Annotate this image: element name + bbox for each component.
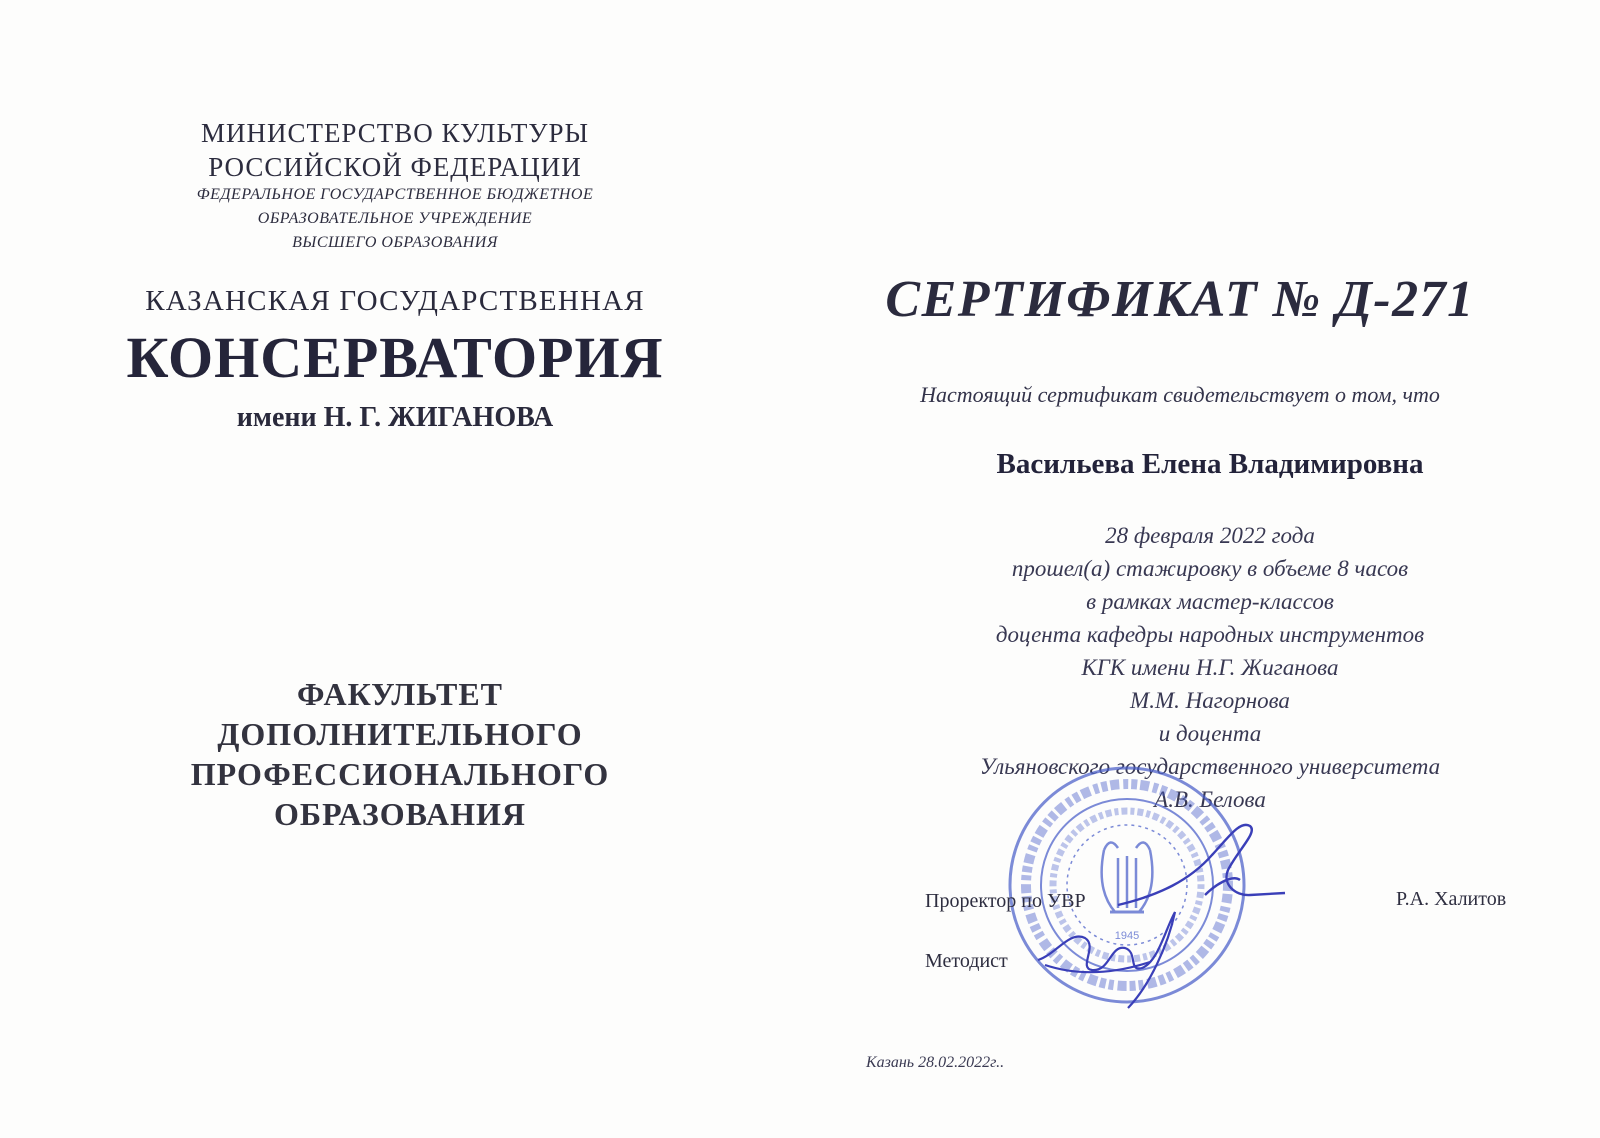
faculty-line-1: ФАКУЛЬТЕТ	[296, 676, 504, 712]
institution-line-3: имени Н. Г. ЖИГАНОВА	[236, 402, 554, 433]
body-line-kgk: КГК имени Н.Г. Жиганова	[1081, 655, 1339, 680]
city-date: Казань 28.02.2022г..	[866, 1054, 1005, 1071]
faculty-line-2: ДОПОЛНИТЕЛЬНОГО	[217, 716, 583, 752]
body-line-masterclass: в рамках мастер-классов	[1086, 589, 1334, 614]
faculty-line-4: ОБРАЗОВАНИЯ	[274, 796, 526, 832]
body-line-belov: А.В. Белова	[1154, 787, 1266, 812]
federal-line-2: ОБРАЗОВАТЕЛЬНОЕ УЧРЕЖДЕНИЕ	[257, 210, 533, 227]
ministry-line-1: МИНИСТЕРСТВО КУЛЬТУРЫ	[200, 118, 590, 148]
stamp-year: 1945	[1114, 930, 1140, 942]
methodist-label: Методист	[925, 950, 1008, 972]
certificate-title: СЕРТИФИКАТ № Д-271	[885, 271, 1475, 328]
prorector-name: Р.А. Халитов	[1396, 888, 1507, 910]
body-line-date: 28 февраля 2022 года	[1105, 523, 1315, 548]
faculty-line-3: ПРОФЕССИОНАЛЬНОГО	[190, 756, 610, 792]
recipient-name: Васильева Елена Владимировна	[996, 448, 1424, 480]
body-line-internship: прошел(а) стажировку в объеме 8 часов	[1011, 556, 1409, 581]
body-line-university: Ульяновского государственного университета	[979, 754, 1441, 779]
prorector-label: Проректор по УВР	[925, 890, 1086, 912]
body-line-and-docent: и доцента	[1158, 721, 1262, 746]
institution-line-1: КАЗАНСКАЯ ГОСУДАРСТВЕННАЯ	[145, 285, 645, 317]
body-line-docent: доцента кафедры народных инструментов	[995, 622, 1425, 647]
institution-name: КОНСЕРВАТОРИЯ	[126, 325, 664, 390]
federal-line-1: ФЕДЕРАЛЬНОЕ ГОСУДАРСТВЕННОЕ БЮДЖЕТНОЕ	[196, 186, 594, 203]
body-line-nagornov: М.М. Нагорнова	[1130, 688, 1290, 713]
ministry-line-2: РОССИЙСКОЙ ФЕДЕРАЦИИ	[208, 152, 582, 182]
certificate-intro: Настоящий сертификат свидетельствует о том, что	[920, 382, 1440, 407]
round-stamp	[1010, 768, 1244, 1002]
federal-line-3: ВЫСШЕГО ОБРАЗОВАНИЯ	[292, 234, 498, 251]
